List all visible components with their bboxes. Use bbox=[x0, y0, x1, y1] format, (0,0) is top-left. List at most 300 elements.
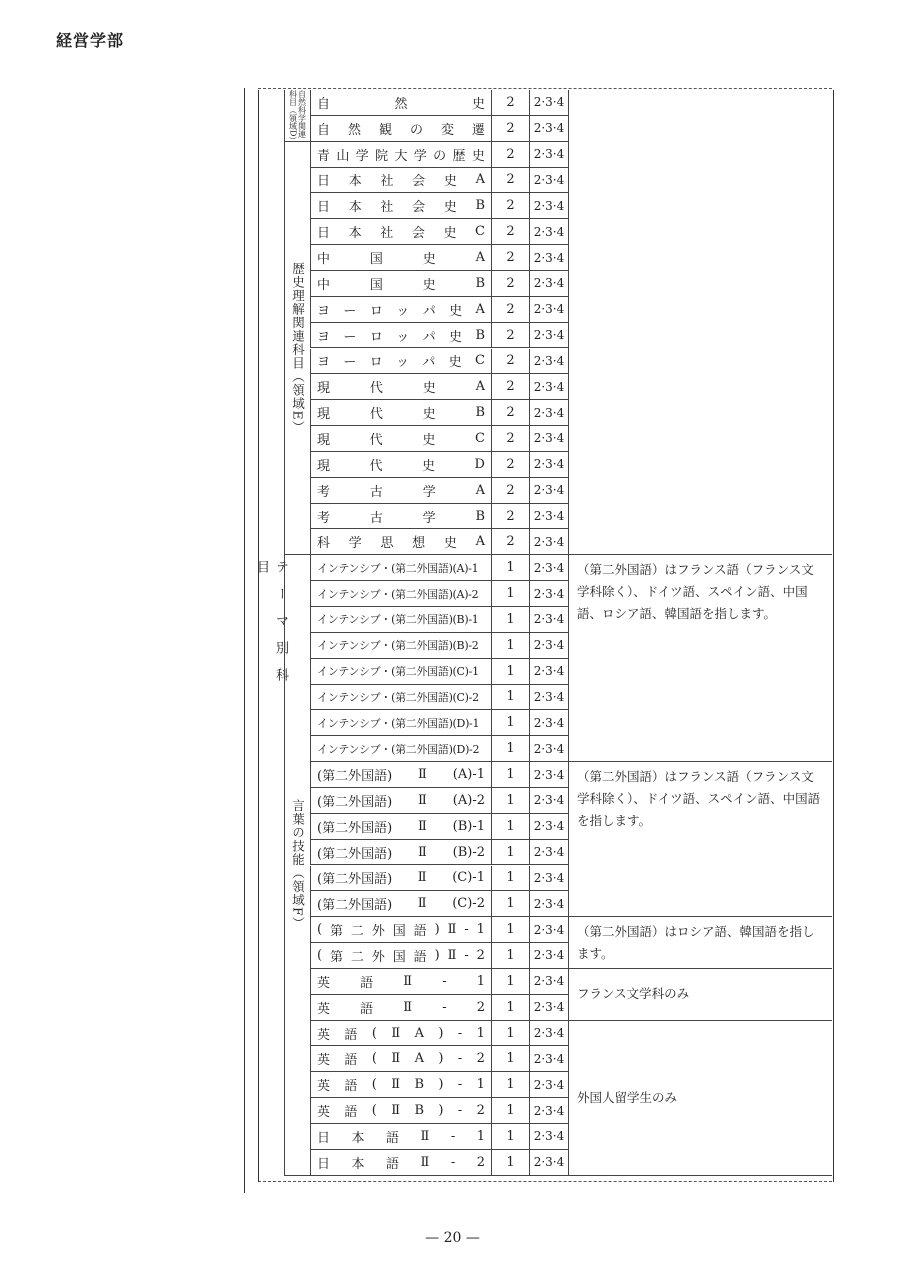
course-name-part: 英 bbox=[317, 1027, 331, 1043]
course-name-part: (A)-1 bbox=[452, 767, 485, 783]
course-years: 2·3·4 bbox=[529, 814, 568, 840]
course-name bbox=[310, 1150, 491, 1176]
course-credits: 2 bbox=[491, 271, 529, 297]
course-name bbox=[310, 1072, 491, 1098]
course-name-part: 史 bbox=[443, 200, 457, 216]
course-name-part: 考 bbox=[317, 484, 331, 500]
course-name-part: C bbox=[475, 224, 485, 240]
course-name-part: - bbox=[464, 922, 469, 938]
course-name-part: インテンシブ・(第二外国語)(C)-2 bbox=[317, 690, 479, 704]
course-years: 2·3·4 bbox=[529, 400, 568, 426]
course-name-part: A bbox=[414, 1025, 424, 1041]
course-name-part: 英 bbox=[317, 975, 331, 991]
course-name bbox=[310, 995, 491, 1021]
course-name-part: 史 bbox=[422, 277, 436, 293]
course-name-part: - bbox=[464, 947, 469, 963]
course-name-part: 日 bbox=[317, 1130, 331, 1146]
course-name-part: ( bbox=[371, 1051, 377, 1067]
course-name-part: A bbox=[475, 250, 485, 266]
course-name-part: 日 bbox=[317, 200, 331, 216]
course-name-part: 社 bbox=[380, 226, 394, 242]
course-credits: 1 bbox=[491, 555, 529, 581]
course-name-part: 古 bbox=[369, 510, 383, 526]
course-name-part: 古 bbox=[369, 484, 383, 500]
course-credits: 1 bbox=[491, 736, 529, 762]
course-credits: 1 bbox=[491, 788, 529, 814]
course-name-part: 史 bbox=[422, 432, 436, 448]
course-credits: 1 bbox=[491, 659, 529, 685]
course-name-part: 会 bbox=[412, 200, 426, 216]
course-years: 2·3·4 bbox=[529, 452, 568, 478]
course-name-part: 語 bbox=[360, 975, 374, 991]
course-name-part: 語 bbox=[344, 1053, 358, 1069]
course-name-part: ヨ bbox=[317, 355, 331, 371]
course-name-part: - bbox=[457, 1077, 463, 1093]
course-name-part: ー bbox=[343, 303, 357, 319]
course-name-part: ) bbox=[434, 947, 440, 963]
course-name bbox=[310, 607, 491, 633]
course-name bbox=[310, 891, 491, 917]
category-group bbox=[284, 142, 310, 556]
course-name-part: (第二外国語) bbox=[317, 872, 393, 888]
course-name-part: 史 bbox=[449, 329, 463, 345]
course-name-part: B bbox=[414, 1103, 425, 1119]
course-name-part: 1 bbox=[476, 1128, 485, 1144]
course-name-part: 学 bbox=[422, 510, 436, 526]
course-name-part: 史 bbox=[471, 96, 485, 112]
course-name-part: 国 bbox=[392, 924, 406, 940]
course-name bbox=[310, 840, 491, 866]
course-credits: 1 bbox=[491, 943, 529, 969]
course-name-part: 日 bbox=[317, 226, 331, 242]
course-years: 2·3·4 bbox=[529, 529, 568, 555]
course-name-part: - bbox=[442, 999, 447, 1015]
course-credits: 1 bbox=[491, 1021, 529, 1047]
course-name-part: ) bbox=[438, 1077, 444, 1093]
course-name-part: ッ bbox=[396, 329, 410, 345]
course-name-part: - bbox=[450, 1128, 456, 1144]
course-name-part: Ⅱ bbox=[447, 947, 457, 963]
course-credits: 1 bbox=[491, 1098, 529, 1124]
course-name-part: ヨ bbox=[317, 303, 331, 319]
course-name-part: 遷 bbox=[471, 122, 485, 138]
course-credits: 1 bbox=[491, 633, 529, 659]
course-credits: 1 bbox=[491, 1150, 529, 1176]
course-name-part: 1 bbox=[476, 1077, 485, 1093]
course-credits: 1 bbox=[491, 1046, 529, 1072]
course-credits: 2 bbox=[491, 297, 529, 323]
course-name-part: ) bbox=[438, 1103, 444, 1119]
course-name-part: 学 bbox=[422, 484, 436, 500]
course-credits: 1 bbox=[491, 866, 529, 892]
course-name-part: Ⅱ bbox=[417, 818, 427, 834]
course-years: 2·3·4 bbox=[529, 917, 568, 943]
course-name bbox=[310, 116, 491, 142]
category-label: 自然科学関連科目（領域D） bbox=[288, 90, 307, 145]
course-name bbox=[310, 555, 491, 581]
course-name-part: 二 bbox=[350, 924, 364, 940]
course-credits: 2 bbox=[491, 349, 529, 375]
course-name-part: Ⅱ bbox=[403, 999, 413, 1015]
course-name-part: 現 bbox=[317, 458, 331, 474]
course-name-part: ッ bbox=[395, 355, 409, 371]
theme-column bbox=[254, 560, 288, 720]
course-name-part: Ⅱ bbox=[418, 767, 427, 783]
course-name-part: Ⅱ bbox=[417, 844, 427, 860]
course-name-part: 史 bbox=[448, 355, 462, 371]
course-name-part: 英 bbox=[317, 1079, 331, 1095]
course-name bbox=[310, 943, 491, 969]
course-name bbox=[310, 917, 491, 943]
course-name-part: Ⅱ bbox=[420, 1128, 430, 1144]
course-years: 2·3·4 bbox=[529, 710, 568, 736]
course-name-part: Ⅱ bbox=[417, 870, 427, 886]
course-name bbox=[310, 685, 491, 711]
course-name bbox=[310, 323, 491, 349]
course-name bbox=[310, 1098, 491, 1124]
course-years: 2·3·4 bbox=[529, 1072, 568, 1098]
course-name-part: 中 bbox=[317, 252, 331, 268]
course-credits: 2 bbox=[491, 400, 529, 426]
course-name bbox=[310, 1046, 491, 1072]
course-years: 2·3·4 bbox=[529, 193, 568, 219]
course-credits: 1 bbox=[491, 1124, 529, 1150]
category-label: 言葉の技能（領域F） bbox=[290, 799, 306, 931]
course-name-part: 2 bbox=[476, 1103, 485, 1119]
course-name-part: 2 bbox=[476, 1154, 485, 1170]
course-years: 2·3·4 bbox=[529, 245, 568, 271]
course-name bbox=[310, 736, 491, 762]
course-name-part: Ⅱ bbox=[403, 973, 413, 989]
course-credits: 2 bbox=[491, 245, 529, 271]
course-name-part: 国 bbox=[369, 277, 383, 293]
course-name-part: 日 bbox=[317, 1156, 331, 1172]
course-years: 2·3·4 bbox=[529, 219, 568, 245]
remarks-cell: フランス文学科のみ bbox=[568, 969, 832, 1021]
course-name-part: 会 bbox=[412, 174, 426, 190]
course-name-part: (A)-2 bbox=[452, 792, 485, 808]
course-name-part: 現 bbox=[317, 432, 331, 448]
course-name-part: インテンシブ・(第二外国語)(B)-2 bbox=[317, 639, 479, 653]
course-name-part: - bbox=[457, 1025, 463, 1041]
theme-label: テーマ別科目 bbox=[254, 560, 288, 695]
course-name bbox=[310, 710, 491, 736]
course-name bbox=[310, 478, 491, 504]
course-credits: 1 bbox=[491, 762, 529, 788]
course-name-part: 国 bbox=[369, 252, 383, 268]
course-years: 2·3·4 bbox=[529, 762, 568, 788]
course-name-part: 社 bbox=[380, 174, 394, 190]
course-name-part: 史 bbox=[422, 407, 436, 423]
course-name-part: 二 bbox=[350, 949, 364, 965]
course-name-part: の bbox=[433, 148, 447, 164]
category-group bbox=[284, 555, 310, 1175]
course-name-part: 英 bbox=[317, 1001, 331, 1017]
course-credits: 2 bbox=[491, 374, 529, 400]
course-name-part: 史 bbox=[443, 226, 457, 242]
course-credits: 2 bbox=[491, 116, 529, 142]
course-years: 2·3·4 bbox=[529, 891, 568, 917]
course-name bbox=[310, 969, 491, 995]
course-credits: 2 bbox=[491, 142, 529, 168]
course-credits: 2 bbox=[491, 478, 529, 504]
course-name-part: D bbox=[474, 456, 485, 472]
course-name-part: ( bbox=[317, 922, 323, 938]
course-name-part: Ⅱ bbox=[391, 1077, 401, 1093]
course-name-part: 史 bbox=[449, 303, 463, 319]
course-name-part: 会 bbox=[411, 226, 425, 242]
course-name-part: 語 bbox=[344, 1027, 358, 1043]
course-name-part: Ⅱ bbox=[418, 792, 427, 808]
course-name-part: 語 bbox=[413, 949, 427, 965]
course-name-part: - bbox=[442, 973, 447, 989]
course-name bbox=[310, 219, 491, 245]
course-years: 2·3·4 bbox=[529, 1124, 568, 1150]
course-years: 2·3·4 bbox=[529, 969, 568, 995]
course-name-part: インテンシブ・(第二外国語)(B)-1 bbox=[317, 613, 479, 627]
course-name-part: 社 bbox=[380, 200, 394, 216]
course-years: 2·3·4 bbox=[529, 633, 568, 659]
course-credits: 1 bbox=[491, 969, 529, 995]
course-name-part: インテンシブ・(第二外国語)(A)-1 bbox=[317, 561, 479, 575]
course-name-part: 科 bbox=[317, 536, 331, 552]
course-years: 2·3·4 bbox=[529, 736, 568, 762]
course-name-part: B bbox=[475, 198, 485, 214]
course-years: 2·3·4 bbox=[529, 426, 568, 452]
course-name-part: 山 bbox=[336, 148, 350, 164]
course-name-part: B bbox=[475, 327, 485, 343]
course-name-part: 第 bbox=[329, 924, 343, 940]
course-name-part: 観 bbox=[378, 122, 392, 138]
course-name-part: (第二外国語) bbox=[317, 820, 393, 836]
course-name-part: インテンシブ・(第二外国語)(A)-2 bbox=[317, 587, 479, 601]
course-name bbox=[310, 245, 491, 271]
course-name-part: 思 bbox=[380, 536, 394, 552]
course-years: 2·3·4 bbox=[529, 271, 568, 297]
course-name bbox=[310, 1021, 491, 1047]
course-name-part: 現 bbox=[317, 407, 331, 423]
course-name-part: 外 bbox=[371, 949, 385, 965]
course-name-part: (B)-1 bbox=[452, 818, 485, 834]
course-name-part: A bbox=[475, 172, 485, 188]
course-name bbox=[310, 1124, 491, 1150]
course-years: 2·3·4 bbox=[529, 555, 568, 581]
course-name-part: 語 bbox=[344, 1105, 358, 1121]
course-years: 2·3·4 bbox=[529, 1150, 568, 1176]
course-name bbox=[310, 297, 491, 323]
course-name-part: 史 bbox=[422, 458, 436, 474]
remarks-cell: （第二外国語）はロシア語、韓国語を指します。 bbox=[568, 917, 832, 969]
course-name-part: 語 bbox=[344, 1079, 358, 1095]
course-name-part: - bbox=[457, 1051, 463, 1067]
course-years: 2·3·4 bbox=[529, 607, 568, 633]
course-name-part: 代 bbox=[369, 432, 383, 448]
course-name-part: 2 bbox=[476, 947, 485, 963]
course-name bbox=[310, 374, 491, 400]
category-group bbox=[284, 90, 310, 145]
course-name-part: 日 bbox=[317, 174, 331, 190]
course-name-part: パ bbox=[422, 303, 436, 319]
course-name bbox=[310, 529, 491, 555]
course-years: 2·3·4 bbox=[529, 840, 568, 866]
course-name bbox=[310, 90, 491, 116]
course-credits: 2 bbox=[491, 504, 529, 530]
course-name-part: ( bbox=[371, 1025, 377, 1041]
course-name-part: パ bbox=[422, 329, 436, 345]
course-credits: 2 bbox=[491, 90, 529, 116]
course-name-part: 1 bbox=[476, 922, 485, 938]
course-name-part: インテンシブ・(第二外国語)(D)-1 bbox=[317, 716, 480, 730]
course-name-part: 2 bbox=[476, 1051, 485, 1067]
course-name-part: B bbox=[475, 508, 485, 524]
course-name bbox=[310, 788, 491, 814]
course-credits: 1 bbox=[491, 1072, 529, 1098]
course-name-part: (C)-2 bbox=[452, 896, 485, 912]
course-name-part: (B)-2 bbox=[452, 844, 485, 860]
course-name-part: インテンシブ・(第二外国語)(D)-2 bbox=[317, 742, 480, 756]
remarks-cell: （第二外国語）はフランス語（フランス文学科除く）、ドイツ語、スペイン語、中国語、ロシア語、韓国語を指します。 bbox=[568, 555, 832, 762]
course-name-part: - bbox=[457, 1103, 463, 1119]
course-years: 2·3·4 bbox=[529, 581, 568, 607]
course-credits: 2 bbox=[491, 323, 529, 349]
course-credits: 1 bbox=[491, 917, 529, 943]
course-name-part: A bbox=[475, 534, 485, 550]
course-credits: 1 bbox=[491, 840, 529, 866]
course-name-part: 考 bbox=[317, 510, 331, 526]
course-name-part: ) bbox=[438, 1051, 444, 1067]
course-name-part: (C)-1 bbox=[452, 870, 485, 886]
course-name-part: 史 bbox=[422, 381, 436, 397]
course-name-part: ) bbox=[438, 1025, 444, 1041]
course-name bbox=[310, 504, 491, 530]
course-credits: 1 bbox=[491, 995, 529, 1021]
course-years: 2·3·4 bbox=[529, 168, 568, 194]
course-name bbox=[310, 633, 491, 659]
course-name bbox=[310, 142, 491, 168]
course-credits: 1 bbox=[491, 814, 529, 840]
course-credits: 2 bbox=[491, 193, 529, 219]
course-name-part: Ⅱ bbox=[420, 1154, 430, 1170]
course-name-part: Ⅱ bbox=[417, 896, 427, 912]
remarks-cell bbox=[568, 90, 832, 555]
course-credits: 2 bbox=[491, 529, 529, 555]
course-name-part: Ⅱ bbox=[391, 1103, 401, 1119]
course-name-part: ( bbox=[371, 1103, 377, 1119]
course-name-part: ロ bbox=[369, 355, 383, 371]
course-name-part: 外 bbox=[371, 924, 385, 940]
course-name bbox=[310, 400, 491, 426]
course-name-part: A bbox=[475, 379, 485, 395]
course-name bbox=[310, 581, 491, 607]
course-name-part: B bbox=[475, 405, 485, 421]
course-name-part: パ bbox=[422, 355, 436, 371]
course-credits: 1 bbox=[491, 710, 529, 736]
course-name-part: 大 bbox=[394, 148, 408, 164]
course-name-part: 現 bbox=[317, 381, 331, 397]
course-name-part: (第二外国語) bbox=[317, 898, 393, 914]
course-name-part: ( bbox=[371, 1077, 377, 1093]
course-name-part: 語 bbox=[386, 1130, 400, 1146]
course-name-part: 代 bbox=[369, 458, 383, 474]
course-name-part: ) bbox=[434, 922, 440, 938]
course-name-part: (第二外国語) bbox=[317, 794, 393, 810]
course-name-part: 自 bbox=[317, 96, 331, 112]
category-label: 歴史理解関連科目（領域E） bbox=[290, 261, 306, 435]
course-credits: 1 bbox=[491, 607, 529, 633]
course-name bbox=[310, 452, 491, 478]
course-name-part: 第 bbox=[329, 949, 343, 965]
course-name-part: の bbox=[409, 122, 423, 138]
course-years: 2·3·4 bbox=[529, 116, 568, 142]
course-name-part: 史 bbox=[443, 536, 457, 552]
course-credits: 2 bbox=[491, 452, 529, 478]
course-name-part: 本 bbox=[351, 1130, 365, 1146]
page-number: — 20 — bbox=[425, 1230, 480, 1246]
course-name-part: Ⅱ bbox=[391, 1025, 401, 1041]
course-years: 2·3·4 bbox=[529, 866, 568, 892]
course-credits: 2 bbox=[491, 426, 529, 452]
course-years: 2·3·4 bbox=[529, 478, 568, 504]
course-name-part: (第二外国語) bbox=[317, 769, 393, 785]
course-years: 2·3·4 bbox=[529, 659, 568, 685]
course-credits: 2 bbox=[491, 219, 529, 245]
course-years: 2·3·4 bbox=[529, 504, 568, 530]
course-years: 2·3·4 bbox=[529, 943, 568, 969]
course-name-part: 史 bbox=[443, 174, 457, 190]
course-name-part: 変 bbox=[440, 122, 454, 138]
course-name-part: ー bbox=[343, 355, 357, 371]
course-years: 2·3·4 bbox=[529, 995, 568, 1021]
course-name-part: 史 bbox=[471, 148, 485, 164]
course-name-part: インテンシブ・(第二外国語)(C)-1 bbox=[317, 665, 479, 679]
course-name bbox=[310, 349, 491, 375]
course-name-part: 院 bbox=[375, 148, 389, 164]
course-name-part: 2 bbox=[476, 999, 485, 1015]
course-credits: 1 bbox=[491, 891, 529, 917]
course-name-part: 青 bbox=[317, 148, 331, 164]
course-name-part: 中 bbox=[317, 277, 331, 293]
course-name-part: (第二外国語) bbox=[317, 846, 393, 862]
course-years: 2·3·4 bbox=[529, 1098, 568, 1124]
course-name bbox=[310, 426, 491, 452]
course-name-part: B bbox=[475, 275, 485, 291]
course-name-part: 想 bbox=[412, 536, 426, 552]
course-name-part: 語 bbox=[386, 1156, 400, 1172]
course-name bbox=[310, 762, 491, 788]
course-name-part: B bbox=[414, 1077, 425, 1093]
course-name bbox=[310, 271, 491, 297]
course-name-part: Ⅱ bbox=[447, 922, 457, 938]
course-name-part: 自 bbox=[317, 122, 331, 138]
course-years: 2·3·4 bbox=[529, 1046, 568, 1072]
course-name-part: 学 bbox=[348, 536, 362, 552]
course-name-part: 1 bbox=[476, 1025, 485, 1041]
course-name bbox=[310, 659, 491, 685]
remarks-cell: （第二外国語）はフランス語（フランス文学科除く）、ドイツ語、スペイン語、中国語を指します。 bbox=[568, 762, 832, 917]
course-name-part: 本 bbox=[348, 200, 362, 216]
course-name-part: 本 bbox=[348, 226, 362, 242]
course-name-part: A bbox=[414, 1051, 424, 1067]
course-years: 2·3·4 bbox=[529, 685, 568, 711]
course-credits: 2 bbox=[491, 168, 529, 194]
department-title: 経営学部 bbox=[56, 31, 125, 50]
margin-rule bbox=[244, 88, 245, 1193]
course-name-part: ( bbox=[317, 947, 323, 963]
course-name-part: 史 bbox=[422, 252, 436, 268]
course-name-part: A bbox=[475, 482, 485, 498]
course-name bbox=[310, 814, 491, 840]
course-name-part: Ⅱ bbox=[391, 1051, 401, 1067]
